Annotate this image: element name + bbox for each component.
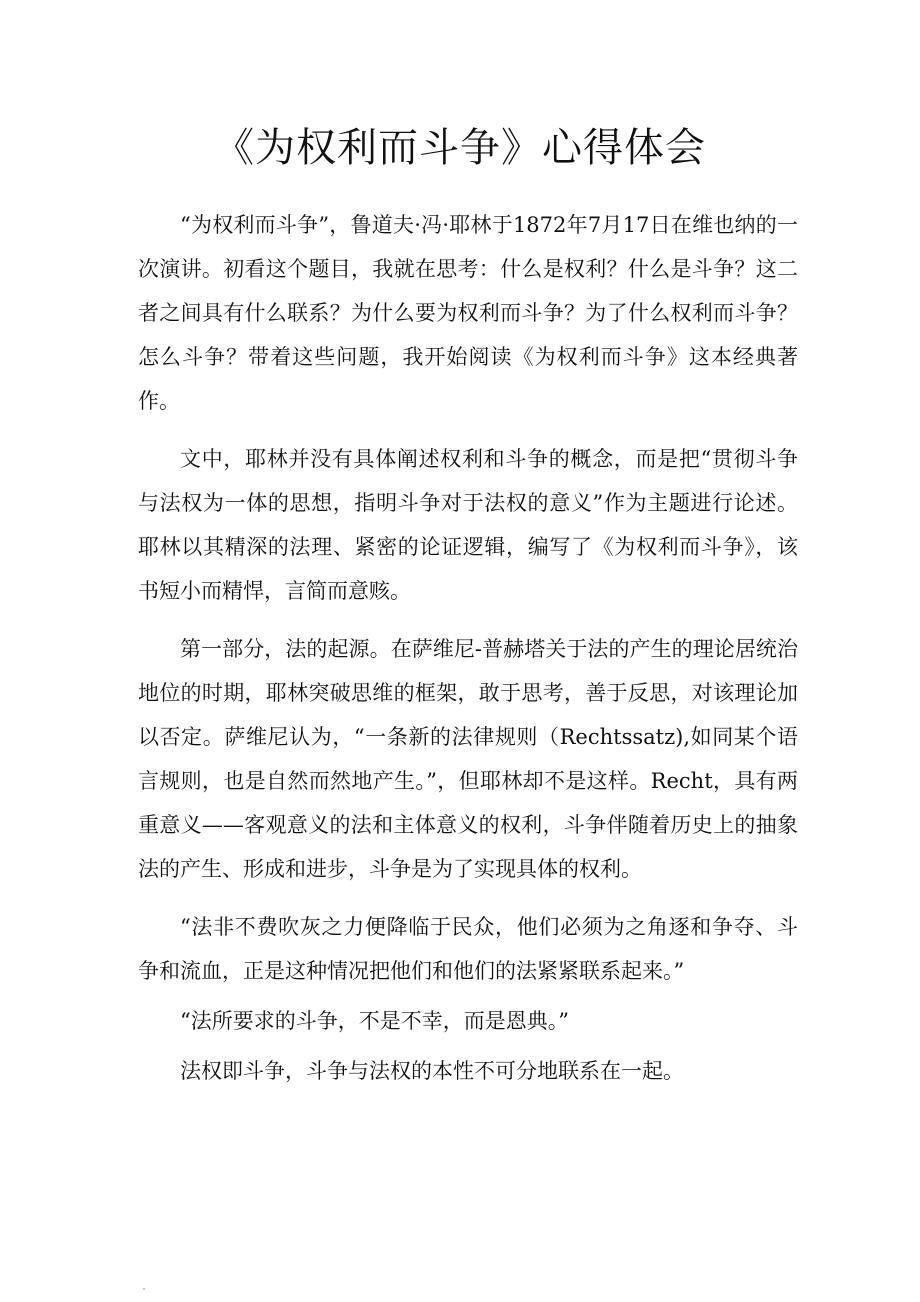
paragraph-origin: 第一部分，法的起源。在萨维尼-普赫塔关于法的产生的理论居统治地位的时期，耶林突破思维的框架，敢于思考，善于反思，对该理论加以否定。萨维尼认为，“一条新的法律规则（Rechtssatz),如同某个语言规则，也是自然而然地产生。”，但耶林却不是这样。Recht，具有两重意义——客观意义的法和主体意义的权利，斗争伴随着历史上的抽象法的产生、形成和进步，斗争是为了实现具体的权利。	[138, 637, 798, 881]
document-body	[138, 203, 798, 1107]
paragraph-conclusion: 法权即斗争，斗争与法权的本性不可分地联系在一起。	[180, 1059, 684, 1083]
paragraph-theme: 文中，耶林并没有具体阐述权利和斗争的概念，而是把“贯彻斗争与法权为一体的思想，指明斗争对于法权的意义”作为主题进行论述。耶林以其精深的法理、紧密的论证逻辑，编写了《为权利而斗争》，该书短小而精悍，言简而意赅。	[138, 447, 798, 603]
quote-grace: “法所要求的斗争，不是不幸，而是恩典。”	[180, 1009, 569, 1033]
paragraph-intro: “为权利而斗争”，鲁道夫·冯·耶林于1872年7月17日在维也纳的一次演讲。初看这个题目，我就在思考：什么是权利？什么是斗争？这二者之间具有什么联系？为什么要为权利而斗争？为了什么权利而斗争？怎么斗争？带着这些问题，我开始阅读《为权利而斗争》这本经典著作。	[138, 213, 798, 413]
scan-speck	[143, 1288, 145, 1290]
quote-struggle: “法非不费吹灰之力便降临于民众，他们必须为之角逐和争夺、斗争和流血，正是这种情况把他们和他们的法紧紧联系起来。”	[138, 915, 798, 983]
document-title: 《为权利而斗争》心得体会	[214, 125, 706, 171]
